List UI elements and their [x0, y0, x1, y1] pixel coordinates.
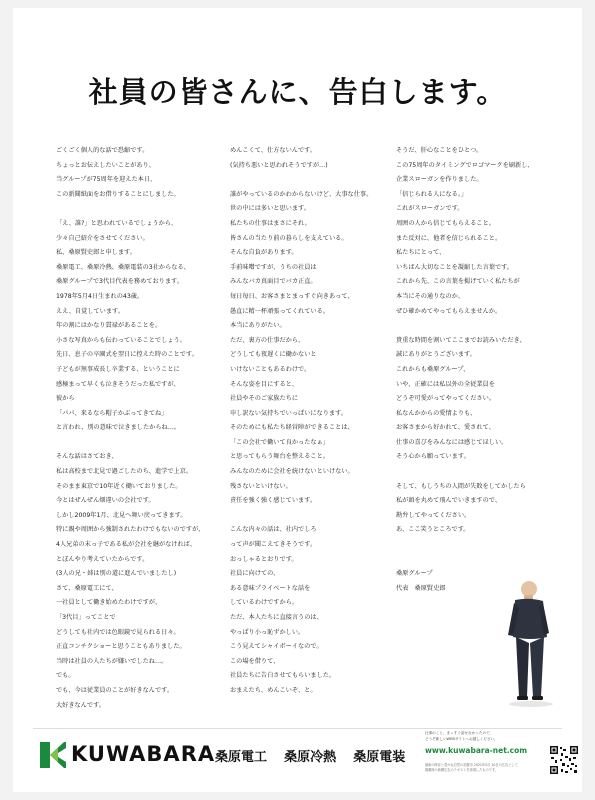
body-text-line: ちょっとお伝えしたいことがあり、: [56, 161, 155, 169]
body-text-line: そんな姿を目にすると、: [230, 380, 299, 388]
body-text-line: 一社員として働き始めたわけですが、: [56, 599, 162, 607]
body-text-line: 本当にありがたい。: [230, 322, 286, 330]
body-text-line: 1978年5月4日生まれの43歳。: [56, 292, 144, 300]
body-text-line: [56, 202, 232, 217]
body-text-line: 「信じられる人になる。」: [396, 190, 468, 198]
body-text-line: ただ、本人たちに直接言うのは、: [230, 614, 323, 621]
body-text-line: 今とはぜんぜん畑違いの会社です。: [56, 497, 155, 505]
body-text-line: [230, 509, 398, 524]
headline: 社員の皆さんに、告白します。: [88, 75, 507, 109]
body-text-line: 私は高校まで北見で過ごしたのち、進学で上京。: [56, 468, 193, 476]
body-text-line: 「え、誰?」と思われているでしょうから、: [56, 219, 178, 227]
body-text-line: 周囲の人から信じてもらえること。: [396, 219, 495, 227]
body-text-line: 子どもが無事成長し卒業する、ということに: [56, 365, 180, 373]
body-text-line: 私なんかからの愛情よりも、: [396, 409, 477, 417]
body-text-line: [396, 465, 566, 480]
body-text-line: そして、もしうちの人間が失敗をしてかしたら: [396, 482, 526, 490]
ceo-photo: [483, 573, 568, 708]
body-text-line: さて、桑原電工にて、: [56, 584, 118, 592]
body-text-line: [396, 319, 566, 334]
body-text-line: こんな内々の話は、社内でしろ: [230, 526, 317, 534]
body-text-line: 代表 桑原賢史郎: [396, 584, 446, 592]
body-text-line: そう心から願っています。: [396, 453, 470, 461]
body-text-line: 年の割にはかなり貫禄があることを。: [56, 322, 162, 330]
body-text-line: 本当にその通りなのか、: [396, 292, 465, 300]
body-text-line: 小さな写真からも伝わっていることでしょう。: [56, 336, 186, 344]
body-text-line: と言われ、別の意味で泣きましたからね…。: [56, 424, 181, 432]
body-text-line: この新聞紙面をお借りすることにしました。: [56, 190, 180, 198]
company-name: 桑原冷熱: [284, 750, 337, 765]
body-text-line: 社員に向けての、: [230, 570, 280, 578]
body-text-line: 世の中には多いと思います。: [230, 205, 310, 213]
body-text-line: 大好きなんです。: [56, 701, 106, 709]
body-text-line: 申し訳ない気持ちでいっぱいになります。: [230, 409, 348, 417]
body-text-line: お客さまから好かれて、愛されて、: [396, 424, 495, 432]
body-text-line: いや、正確には私以外の全従業員を: [396, 380, 495, 388]
body-text-line: 特に親や周囲から強制されたわけでもないのですが、: [56, 526, 205, 534]
newspaper-ad-page: [13, 8, 582, 792]
body-text-line: 正直コンチクショーと思うこともありました。: [56, 643, 186, 651]
body-text-line: みんなバカ真面目でバカ正直。: [230, 278, 317, 286]
body-text-line: 「パパ、来るなら帽子かぶってきてね」: [56, 409, 168, 417]
body-text-line: しかし2009年1月、北見へ舞い戻ってきます。: [56, 511, 187, 519]
body-text-line: 誠にありがとうございます。: [396, 351, 476, 359]
body-text-line: 毎日毎日、お客さまとまっすぐ向きあって、: [230, 292, 354, 300]
company-name: 桑原電工: [215, 750, 268, 765]
body-text-line: どうぞ可愛がってやってください。: [396, 395, 495, 403]
body-text-line: 社員やそのご家族たちに: [230, 395, 299, 403]
company-list: [215, 746, 417, 765]
body-text-line: ごくごく個人的な話で恐縮です。: [56, 147, 149, 154]
footer-divider: [33, 728, 562, 729]
body-text-line: 勘弁してやってください。: [396, 511, 471, 519]
body-text-line: とぼんやり考えていたからです。: [56, 555, 149, 563]
body-column-1: [56, 144, 232, 713]
body-text-line: ただ、裏方の仕事だから、: [230, 336, 305, 344]
body-text-line: あ、ここ笑うところです。: [396, 526, 470, 534]
company-name: 桑原電装: [353, 750, 406, 765]
body-text-line: 手前味噌ですが、うちの社員は: [230, 263, 317, 271]
body-text-line: 「3代目」ってことで: [56, 614, 116, 621]
body-text-line: そんな自負があります。: [230, 249, 298, 257]
body-text-line: 社員たちに告白させてもらいました。: [230, 672, 336, 680]
body-text-line: でも、今は従業員のことが好きなんです。: [56, 686, 174, 694]
body-text-line: (気持ち悪いと思われそうですが…): [230, 161, 328, 169]
body-text-line: 桑原グループで3代目代表を務めております。: [56, 278, 183, 286]
body-text-line: そのまま東京で10年近く働いておりました。: [56, 482, 182, 490]
body-text-line: 残さないといけない。: [230, 482, 292, 490]
body-text-line: でも。: [56, 672, 75, 680]
body-text-line: 貴重な時間を割いてここまでお読みいただき、: [396, 336, 526, 344]
body-text-line: 私、桑原賢史郎と申します。: [56, 249, 136, 257]
body-text-line: 桑原電工、桑原冷熱、桑原電装の3社からなる、: [56, 263, 190, 271]
body-text-line: しているわけですから。: [230, 599, 299, 607]
body-text-line: 私たちの仕事はまさにそれ。: [230, 219, 311, 227]
body-text-line: 誰がやっているのかわからないけど、大事な仕事。: [230, 190, 373, 198]
body-text-line: やっぱり小っ恥ずかしい。: [230, 628, 305, 636]
kuwabara-logo-icon: [38, 740, 68, 770]
body-text-line: 皆さんの当たり前の暮らしを支えている。: [230, 234, 348, 242]
body-text-line: 先日、息子の卒園式を翌日に控えた時のことです。: [56, 351, 198, 359]
body-text-line: おっしゃるとおりです。: [230, 555, 298, 563]
body-text-line: どうしても夜遅くに働かないと: [230, 351, 317, 359]
footer-fine-print: 最新の時計と豊かな自然の札幌市 2021年5月 10日の広告として 掲載時の新聞広告のテキストを再現したものです。: [425, 763, 518, 773]
body-text-line: 当グループが75周年を迎えた本日、: [56, 176, 157, 184]
body-text-line: ぜひ確かめてやってもらえませんか。: [396, 307, 502, 315]
body-text-line: 少々自己紹介をさせてください。: [56, 234, 149, 242]
body-text-line: これがスローガンです。: [396, 205, 464, 213]
footer-note: 仕事のこと、まっすぐ話せなかったので、 どうぞ新しいWEBサイトへお越しください。: [425, 731, 498, 741]
body-text-line: って声が聞こえてきそうです。: [230, 541, 317, 549]
body-text-line: 仕事の喜びをみんなには感じてほしい。: [396, 438, 508, 446]
body-text-line: 愚直に精一杯頑張ってくれている。: [230, 307, 329, 315]
body-text-line: そうだ、肝心なことをひとつ。: [396, 147, 483, 154]
body-text-line: 桑原グループ: [396, 570, 433, 578]
kuwabara-logo-text: KUWABARA: [71, 742, 216, 766]
qr-code-icon[interactable]: [549, 745, 579, 775]
body-text-line: [396, 538, 566, 553]
body-text-line: と思ってもらう舞台を整えること。: [230, 453, 329, 461]
body-text-line: いちばん大切なことを凝縮した言葉です。: [396, 263, 514, 271]
body-text-line: (3人の兄・姉は別の道に進んでいましたし): [56, 570, 177, 578]
website-link[interactable]: www.kuwabara-net.com: [425, 746, 528, 755]
body-text-line: 「この会社で働いて良かったなぁ」: [230, 438, 329, 446]
body-text-line: そのためにも私たち経営陣ができることは、: [230, 424, 354, 432]
body-text-line: みんなのために会社を続けないといけない。: [230, 468, 354, 476]
body-text-line: いけないこともあるわけで。: [230, 365, 311, 373]
body-text-line: これからも桑原グループ、: [396, 365, 470, 373]
body-text-line: 当時は社員の人たちが嫌いでしたね…。: [56, 657, 168, 665]
body-text-line: そんな話はさておき、: [56, 453, 118, 461]
body-text-line: こう見えてシャイボーイなので。: [230, 643, 323, 651]
body-text-line: [230, 173, 398, 188]
body-column-3: [396, 144, 566, 596]
body-text-line: ある意味プライベートな話を: [230, 584, 311, 592]
body-text-line: 私たちにとって、: [396, 249, 446, 257]
body-text-line: ええ、自覚しています。: [56, 307, 124, 315]
body-text-line: 責任を強く強く感じています。: [230, 497, 317, 505]
body-text-line: これから先、この言葉を掲げていく私たちが: [396, 278, 520, 286]
body-text-line: また反対に、他者を信じられること。: [396, 234, 502, 242]
body-text-line: [396, 553, 566, 568]
body-text-line: 彼から: [56, 395, 75, 403]
body-text-line: めんこくて、仕方ないんです。: [230, 147, 317, 154]
body-text-line: 私が頭を丸めて飛んでいきますので、: [396, 497, 502, 505]
body-text-line: この75周年のタイミングでロゴマークを刷新し、: [396, 161, 534, 169]
body-text-line: 企業スローガンを作りました。: [396, 176, 483, 184]
body-column-2: [230, 144, 398, 699]
body-text-line: この場を借りて、: [230, 657, 280, 665]
body-text-line: 感極まって早くも泣きそうだった私ですが、: [56, 380, 180, 388]
body-text-line: どうしても社内では色眼鏡で見られる日々。: [56, 628, 180, 636]
body-text-line: 4人兄弟の末っ子である私が会社を継がなければ、: [56, 541, 197, 549]
body-text-line: おまえたち、めんこいぞ、と。: [230, 686, 317, 694]
body-text-line: [56, 436, 232, 451]
